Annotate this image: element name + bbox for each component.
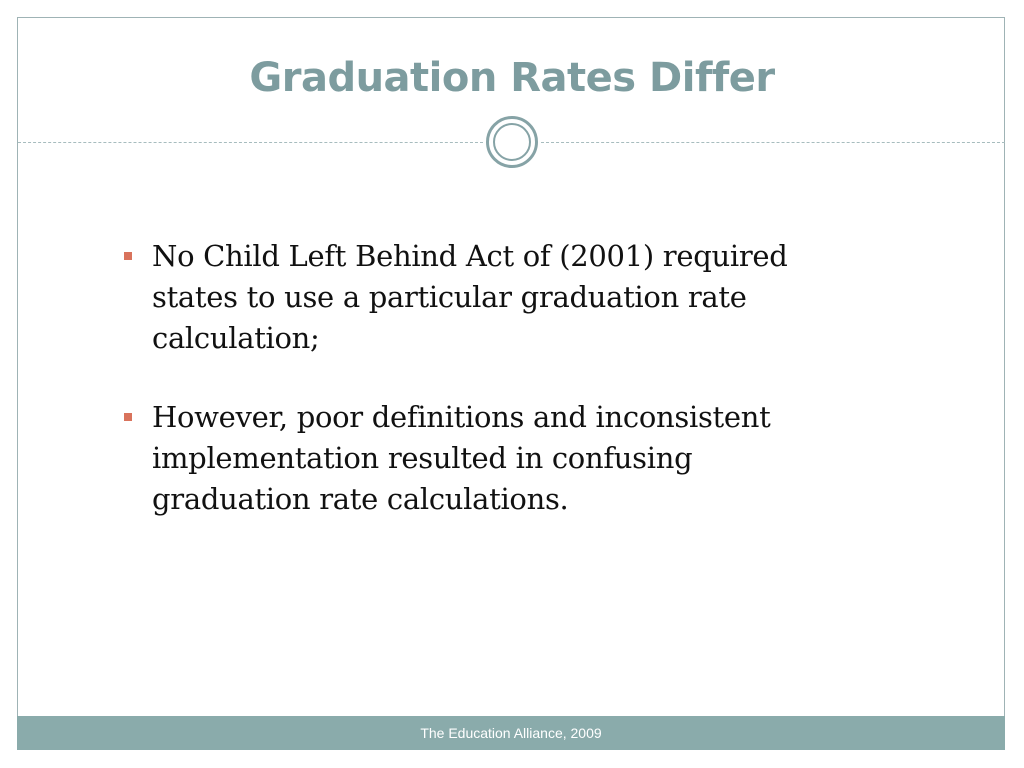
square-bullet-icon <box>124 413 132 421</box>
square-bullet-icon <box>124 252 132 260</box>
title-divider-right <box>541 142 1005 143</box>
bullet-item-2 <box>120 397 840 520</box>
title-divider-left <box>18 142 483 143</box>
slide-title: Graduation Rates Differ <box>249 55 775 101</box>
inner-circle <box>493 123 531 161</box>
bullet-text-1: No Child Left Behind Act of (2001) required states to use a particular graduation rate calculation; <box>152 239 788 355</box>
double-circle-ornament-icon <box>486 116 538 168</box>
bullet-item-1 <box>120 236 840 359</box>
footer-text: The Education Alliance, 2009 <box>420 725 602 741</box>
bullet-text-2: However, poor definitions and inconsistent implementation resulted in confusing graduation rate calculations. <box>152 400 771 516</box>
bullet-list <box>120 236 840 558</box>
footer-bar <box>17 716 1005 750</box>
